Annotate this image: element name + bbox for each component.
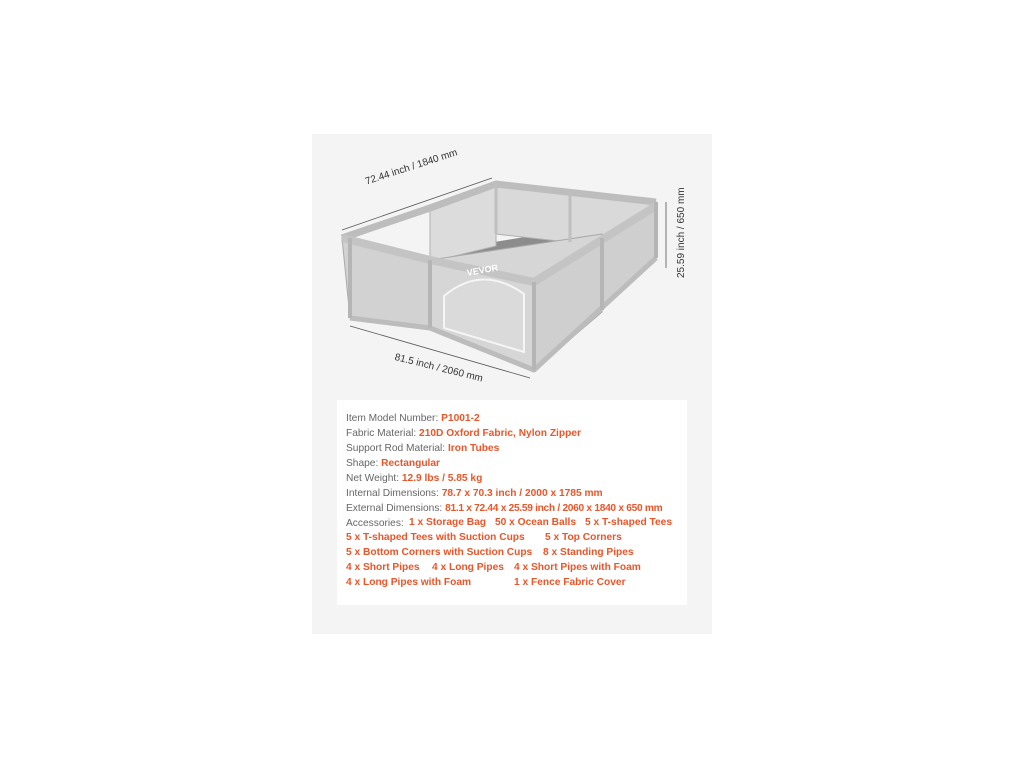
spec-label: Support Rod Material:	[346, 443, 446, 454]
spec-value: Iron Tubes	[447, 443, 500, 454]
spec-shape	[346, 457, 440, 470]
accessory-item: 4 x Long Pipes	[432, 562, 504, 573]
spec-value: 78.7 x 70.3 inch / 2000 x 1785 mm	[441, 488, 603, 499]
spec-label: Item Model Number:	[346, 413, 439, 424]
spec-label: Accessories:	[346, 518, 404, 529]
spec-support-rod-material	[346, 442, 499, 455]
spec-model-number	[346, 412, 480, 425]
spec-internal-dimensions	[346, 487, 603, 500]
accessory-item: 4 x Long Pipes with Foam	[346, 577, 472, 588]
spec-label: Fabric Material:	[346, 428, 417, 439]
accessory-item: 5 x T-shaped Tees with Suction Cups	[346, 532, 525, 543]
spec-value: 210D Oxford Fabric, Nylon Zipper	[419, 428, 581, 439]
spec-sheet	[337, 400, 687, 605]
spec-value: P1001-2	[441, 413, 480, 424]
accessory-item: 5 x T-shaped Tees	[585, 517, 673, 528]
accessory-item: 1 x Storage Bag	[409, 517, 486, 528]
spec-label: External Dimensions:	[346, 503, 443, 514]
accessory-item: 4 x Short Pipes	[346, 562, 420, 573]
spec-label: Net Weight:	[346, 473, 400, 484]
spec-net-weight	[346, 472, 482, 485]
spec-label: Internal Dimensions:	[346, 488, 439, 499]
accessory-item: 1 x Fence Fabric Cover	[514, 577, 626, 588]
spec-value: Rectangular	[381, 458, 441, 469]
spec-external-dimensions	[346, 502, 662, 515]
accessory-item: 50 x Ocean Balls	[495, 517, 576, 528]
spec-value: 12.9 lbs / 5.85 kg	[401, 473, 483, 484]
spec-accessories	[346, 517, 404, 530]
length-dimension-label: 81.5 inch / 2060 mm	[393, 352, 484, 385]
spec-value: 81.1 x 72.44 x 25.59 inch / 2060 x 1840 x 650 mm	[445, 503, 663, 514]
accessory-item: 8 x Standing Pipes	[543, 547, 634, 558]
accessory-item: 5 x Bottom Corners with Suction Cups	[346, 547, 533, 558]
width-dimension-label: 72.44 inch / 1840 mm	[364, 147, 459, 188]
accessory-item: 5 x Top Corners	[545, 532, 622, 543]
product-card	[312, 134, 712, 634]
spec-fabric-material	[346, 427, 581, 440]
height-dimension-label: 25.59 inch / 650 mm	[676, 187, 687, 278]
playpen-image	[312, 134, 712, 396]
brand-logo: VEVOR	[466, 262, 499, 278]
accessory-item: 4 x Short Pipes with Foam	[514, 562, 641, 573]
spec-label: Shape:	[346, 458, 379, 469]
